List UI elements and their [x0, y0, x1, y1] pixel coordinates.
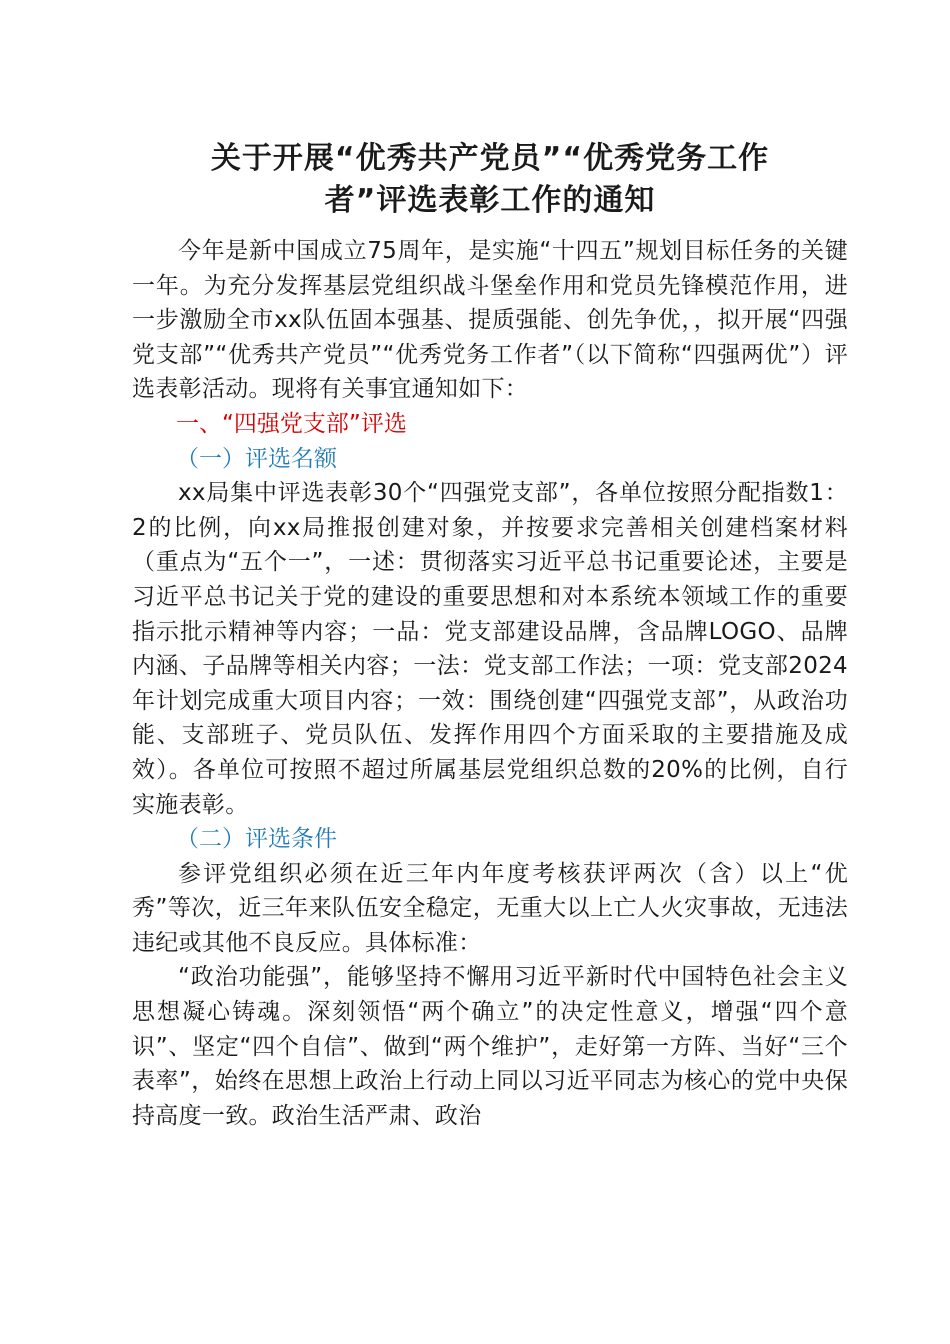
- subsection-1-paragraph: xx局集中评选表彰30个“四强党支部”，各单位按照分配指数1：2的比例，向xx局推报创建对象，并按要求完善相关创建档案材料（重点为“五个一”，一述：贯彻落实习近平总书记重要论述，主要是习近平总书记关于党的建设的重要思想和对本系统本领域工作的重要指示批示精神等内容；一品：党支部建设品牌，含品牌LOGO、品牌内涵、子品牌等相关内容；一法：党支部工作法；一项：党支部2024年计划完成重大项目内容；一效：围绕创建“四强党支部”，从政治功能、支部班子、党员队伍、发挥作用四个方面采取的主要措施及成效）。各单位可按照不超过所属基层党组织总数的20%的比例，自行实施表彰。: [132, 480, 848, 818]
- subsection-1-heading: （一）评选名额: [176, 445, 337, 472]
- subsection-2-paragraph: 参评党组织必须在近三年内年度考核获评两次（含）以上“优秀”等次，近三年来队伍安全稳定，无重大以上亡人火灾事故，无违法违纪或其他不良反应。具体标准：: [132, 860, 848, 956]
- intro-paragraph: 今年是新中国成立75周年，是实施“十四五”规划目标任务的关键一年。为充分发挥基层党组织战斗堡垒作用和党员先锋模范作用，进一步激励全市xx队伍固本强基、提质强能、创先争优，，拟开展“四强党支部”“优秀共产党员”“优秀党务工作者”（以下简称“四强两优”）评选表彰活动。现将有关事宜通知如下：: [132, 238, 848, 403]
- title-line-2: 者”评选表彰工作的通知: [324, 183, 656, 218]
- subsection-2-heading: （二）评选条件: [176, 826, 337, 853]
- subsection-2-paragraph-2: “政治功能强”，能够坚持不懈用习近平新时代中国特色社会主义思想凝心铸魂。深刻领悟“两个确立”的决定性意义，增强“四个意识”、坚定“四个自信”、做到“两个维护”，走好第一方阵、当好“三个表率”，始终在思想上政治上行动上同以习近平同志为核心的党中央保持高度一致。政治生活严肃、政治: [132, 964, 848, 1129]
- title-line-1: 关于开展“优秀共产党员”“优秀党务工作: [210, 141, 770, 176]
- document-page: [132, 138, 848, 1133]
- section-1-heading: 一、“四强党支部”评选: [176, 410, 407, 437]
- document-title: [132, 138, 848, 222]
